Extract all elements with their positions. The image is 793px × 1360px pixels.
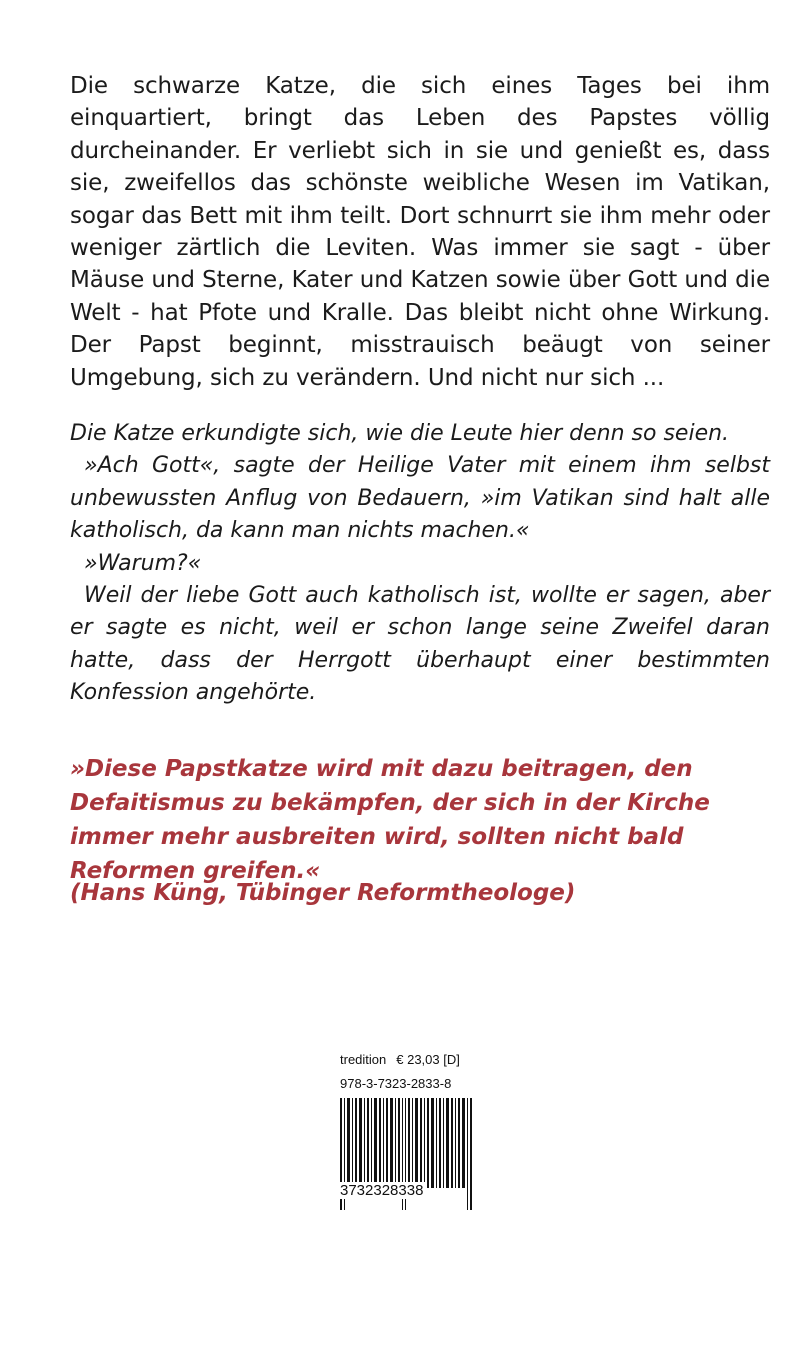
ean-digits: 3732328338 [340, 1182, 424, 1199]
price: € 23,03 [D] [396, 1052, 460, 1067]
excerpt-paragraph: »Warum?« [84, 550, 202, 576]
excerpt-paragraph: Die Katze erkundigte sich, wie die Leute hier denn so seien. [70, 421, 730, 446]
excerpt-paragraph: »Ach Gott«, sagte der Heilige Vater mit einem ihm selbst unbewussten Anflug von Bedauern, »im Vatikan sind halt alle katholisch, da kann man nichts machen.« [70, 453, 770, 544]
isbn: 978-3-7323-2833-8 [340, 1076, 452, 1091]
back-cover-blurb: Die schwarze Katze, die sich eines Tages bei ihm einquartiert, bringt das Leben des Papstes völlig durcheinander. Er verliebt sich in sie und genießt es, dass sie, zweifellos das schönste weibliche Wesen im Vatikan, sogar das Bett mit ihm teilt. Dort schnurrt sie ihm mehr oder weniger zärtlich die Leviten. Was immer sie sagt - über Mäuse und Sterne, Kater und Katzen sowie über Gott und die Welt - hat Pfote und Kralle. Das bleibt nicht ohne Wirkung. Der Papst beginnt, misstrauisch beäugt von seiner Umgebung, sich zu verändern. Und nicht nur sich ... [70, 73, 770, 391]
review-quote: »Diese Papstkatze wird mit dazu beitragen, den Defaitismus zu bekämpfen, der sich in der Kirche immer mehr ausbreiten wird, sollten nicht bald Reformen greifen.« [70, 756, 710, 884]
price-line [340, 1052, 470, 1067]
barcode-block [340, 1052, 480, 1212]
quote-attribution: (Hans Küng, Tübinger Reformtheologe) [70, 880, 576, 906]
publisher-name: tredition [340, 1052, 387, 1067]
book-excerpt [70, 418, 770, 710]
excerpt-paragraph: Weil der liebe Gott auch katholisch ist, wollte er sagen, aber er sagte es nicht, weil er schon lange seine Zweifel daran hatte, dass der Herrgott überhaupt einer bestimmten Konfession angehörte. [70, 583, 770, 706]
